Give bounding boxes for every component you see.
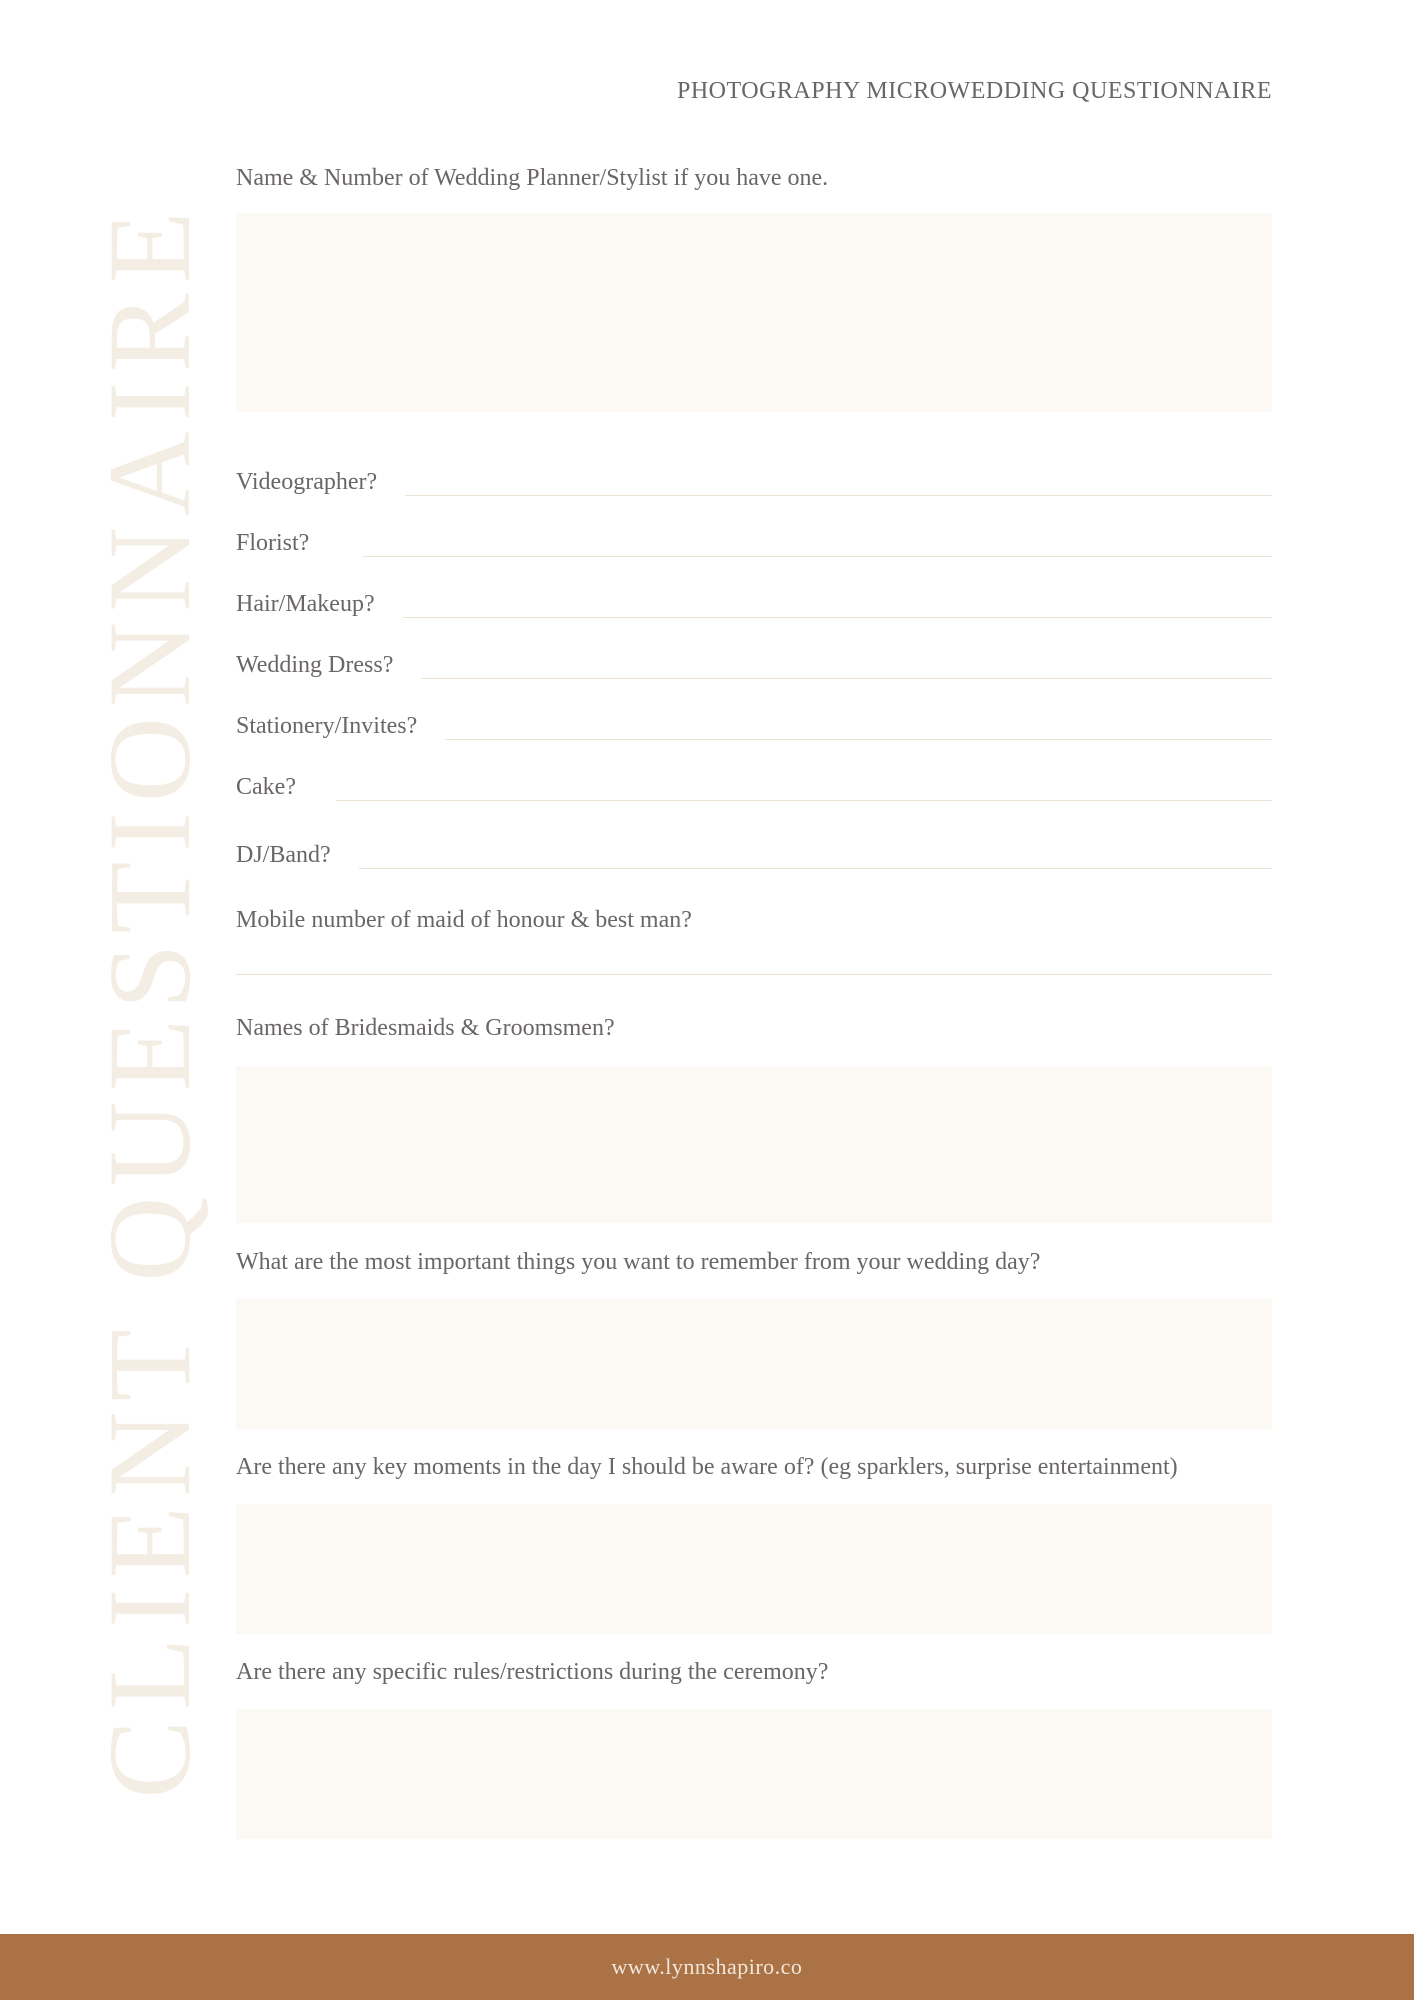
videographer-label: Videographer?: [236, 469, 378, 495]
question-planner-label: Name & Number of Wedding Planner/Stylist if you have one.: [236, 165, 829, 191]
wedding-dress-answer-line[interactable]: [421, 677, 1272, 679]
vertical-watermark-title: CLIENT QUESTIONNAIRE: [84, 201, 215, 1799]
rules-answer-box[interactable]: [236, 1709, 1272, 1839]
footer-bar: [0, 1934, 1414, 2000]
question-key-moments-label: Are there any key moments in the day I should be aware of? (eg sparklers, surprise entertainment): [236, 1454, 1178, 1480]
dj-band-answer-line[interactable]: [359, 867, 1272, 869]
question-bridesmaids-label: Names of Bridesmaids & Groomsmen?: [236, 1015, 615, 1041]
question-important-things-label: What are the most important things you want to remember from your wedding day?: [236, 1249, 1041, 1275]
hair-makeup-label: Hair/Makeup?: [236, 591, 375, 617]
florist-row: [236, 519, 1272, 559]
stationery-answer-line[interactable]: [445, 738, 1272, 740]
dj-band-row: [236, 831, 1272, 871]
cake-label: Cake?: [236, 774, 296, 800]
planner-answer-box[interactable]: [236, 213, 1272, 412]
hair-makeup-answer-line[interactable]: [403, 616, 1272, 618]
question-rules-label: Are there any specific rules/restrictions during the ceremony?: [236, 1659, 829, 1685]
stationery-row: [236, 702, 1272, 742]
cake-answer-line[interactable]: [336, 799, 1272, 801]
footer-website-link[interactable]: www.lynnshapiro.co: [611, 1954, 803, 1979]
bridesmaids-answer-box[interactable]: [236, 1066, 1272, 1223]
question-mobile-numbers-label: Mobile number of maid of honour & best man?: [236, 907, 692, 933]
wedding-dress-label: Wedding Dress?: [236, 652, 394, 678]
videographer-row: [236, 458, 1272, 498]
hair-makeup-row: [236, 580, 1272, 620]
cake-row: [236, 763, 1272, 803]
key-moments-answer-box[interactable]: [236, 1504, 1272, 1634]
wedding-dress-row: [236, 641, 1272, 681]
florist-label: Florist?: [236, 530, 310, 556]
stationery-label: Stationery/Invites?: [236, 713, 418, 739]
page-title: PHOTOGRAPHY MICROWEDDING QUESTIONNAIRE: [677, 78, 1272, 104]
florist-answer-line[interactable]: [363, 555, 1272, 557]
mobile-numbers-answer-line[interactable]: [236, 974, 1272, 975]
important-things-answer-box[interactable]: [236, 1299, 1272, 1429]
dj-band-label: DJ/Band?: [236, 842, 331, 868]
videographer-answer-line[interactable]: [405, 494, 1272, 496]
